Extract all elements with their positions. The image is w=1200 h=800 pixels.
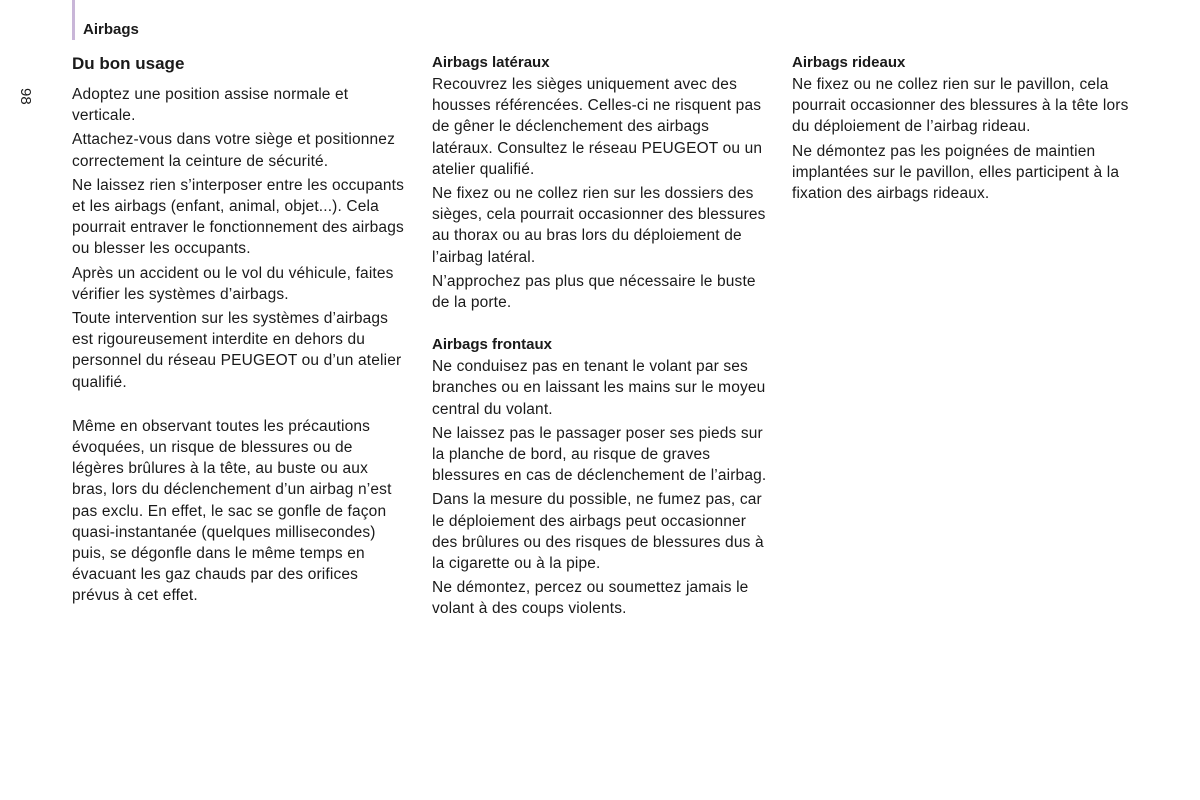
paragraph: Ne fixez ou ne collez rien sur le pavillon, cela pourrait occasionner des blessures à la tête lors du déploiement de l’airbag rideau. — [792, 76, 1129, 136]
paragraph: Ne démontez pas les poignées de maintien implantées sur le pavillon, elles participent à la fixation des airbags rideaux. — [792, 142, 1120, 203]
paragraph: Après un accident ou le vol du véhicule, faites vérifier les systèmes d’airbags. — [72, 264, 394, 303]
heading-airbags-lateraux: Airbags latéraux — [432, 54, 550, 71]
paragraph: Ne laissez pas le passager poser ses pieds sur la planche de bord, au risque de graves blessures en cas de déclenchement de l’airbag. — [432, 424, 767, 485]
heading-du-bon-usage: Du bon usage — [72, 54, 185, 73]
section-title: Airbags — [83, 21, 139, 38]
heading-airbags-rideaux: Airbags rideaux — [792, 54, 906, 71]
paragraph: Ne laissez rien s’interposer entre les occupants et les airbags (enfant, animal, objet...). Cela pourrait entraver le fonctionnement des airbags ou blesser les occupants. — [72, 176, 404, 258]
paragraph: Attachez-vous dans votre siège et positionnez correctement la ceinture de sécurité. — [72, 131, 395, 170]
paragraph: N’approchez pas plus que nécessaire le buste de la porte. — [432, 272, 756, 312]
paragraph: Ne démontez, percez ou soumettez jamais le volant à des coups violents. — [432, 579, 749, 618]
paragraph: Ne conduisez pas en tenant le volant par ses branches ou en laissant les mains sur le moyeu central du volant. — [432, 358, 766, 418]
heading-airbags-frontaux: Airbags frontaux — [432, 336, 553, 354]
paragraph: Toute intervention sur les systèmes d’airbags est rigoureusement interdite en dehors du personnel du réseau PEUGEOT ou d’un atelier qualifié. — [72, 310, 402, 391]
spacer — [72, 396, 407, 416]
paragraph: Dans la mesure du possible, ne fumez pas, car le déploiement des airbags peut occasionner des brûlures ou des risques de blessures dus à la cigarette ou à la pipe. — [432, 491, 764, 573]
column-rideaux — [792, 52, 1137, 207]
paragraph: Recouvrez les sièges uniquement avec des housses référencées. Celles-ci ne risquent pas de gêner le déclenchement des airbags latéraux. Consultez le réseau PEUGEOT ou un atelier qualifié. — [432, 76, 763, 178]
paragraph: Ne fixez ou ne collez rien sur les dossiers des sièges, cela pourrait occasionner des blessures au thorax ou au bras lors du déploiement de l’airbag latéral. — [432, 185, 766, 266]
page-number: 98 — [17, 88, 34, 105]
column-usage — [72, 52, 407, 610]
section-accent-bar — [72, 0, 75, 40]
paragraph: Adoptez une position assise normale et verticale. — [72, 86, 349, 125]
column-lateral-frontal — [432, 52, 772, 623]
paragraph: Même en observant toutes les précautions évoquées, un risque de blessures ou de légères brûlures à la tête, au buste ou aux bras, lors du déclenchement d’un airbag n’est pas exclu. En effet, le sac se gonfle de façon quasi-instantanée (quelques millisecondes) puis, se dégonfle dans le même temps en évacuant les gaz chauds par des orifices prévus à cet effet. — [72, 417, 392, 605]
spacer — [432, 316, 772, 334]
